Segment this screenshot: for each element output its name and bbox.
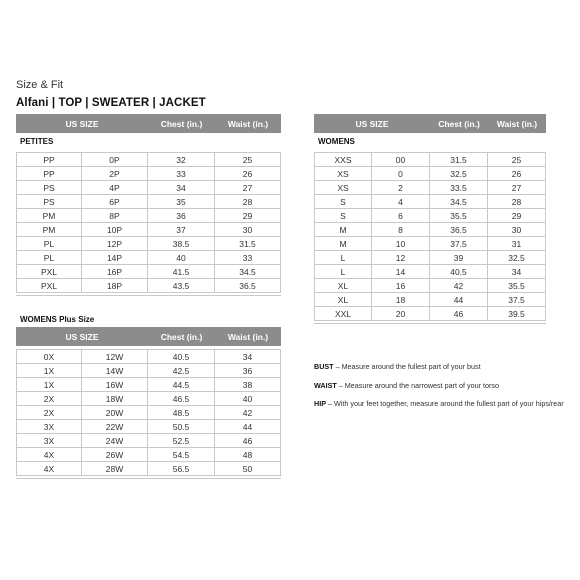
waist-header: Waist (in.) bbox=[227, 118, 269, 129]
numeric-size-cell: 0P bbox=[82, 152, 148, 167]
size-code-cell: M bbox=[314, 237, 372, 251]
size-code-cell: 3X bbox=[16, 420, 82, 434]
chest-header: Chest (in.) bbox=[160, 118, 203, 129]
waist-cell: 30 bbox=[215, 223, 281, 237]
table-row bbox=[314, 237, 546, 251]
size-code-cell: 1X bbox=[16, 378, 82, 392]
numeric-size-cell: 18W bbox=[82, 392, 148, 406]
waist-cell: 31.5 bbox=[215, 237, 281, 251]
table-row bbox=[16, 434, 281, 448]
table-row bbox=[16, 167, 281, 181]
size-code-cell: PM bbox=[16, 223, 82, 237]
table-row bbox=[314, 181, 546, 195]
table-row bbox=[16, 462, 281, 476]
size-code-cell: M bbox=[314, 223, 372, 237]
numeric-size-cell: 24W bbox=[82, 434, 148, 448]
note-term: WAIST bbox=[314, 380, 337, 390]
table-row bbox=[16, 209, 281, 223]
waist-cell: 34.5 bbox=[215, 265, 281, 279]
size-code-cell: PP bbox=[16, 167, 82, 181]
us-size-header: US SIZE bbox=[65, 331, 99, 342]
numeric-size-cell: 10P bbox=[82, 223, 148, 237]
chest-cell: 32 bbox=[148, 152, 215, 167]
numeric-size-cell: 4 bbox=[372, 195, 430, 209]
table-row bbox=[314, 265, 546, 279]
size-code-cell: L bbox=[314, 265, 372, 279]
waist-cell: 34 bbox=[215, 349, 281, 364]
numeric-size-cell: 14W bbox=[82, 364, 148, 378]
numeric-size-cell: 16W bbox=[82, 378, 148, 392]
size-code-cell: PL bbox=[16, 237, 82, 251]
size-code-cell: PS bbox=[16, 181, 82, 195]
note-text: – Measure around the fullest part of your bust bbox=[333, 362, 481, 371]
waist-cell: 46 bbox=[215, 434, 281, 448]
numeric-size-cell: 2P bbox=[82, 167, 148, 181]
us-size-header: US SIZE bbox=[355, 118, 389, 129]
size-code-cell: XS bbox=[314, 181, 372, 195]
table-row bbox=[314, 293, 546, 307]
numeric-size-cell: 0 bbox=[372, 167, 430, 181]
waist-cell: 28 bbox=[215, 195, 281, 209]
size-code-cell: XXL bbox=[314, 307, 372, 321]
note-term: BUST bbox=[314, 362, 334, 371]
numeric-size-cell: 26W bbox=[82, 448, 148, 462]
chest-cell: 32.5 bbox=[430, 167, 488, 181]
section-label-row bbox=[314, 133, 546, 149]
waist-cell: 38 bbox=[215, 378, 281, 392]
chest-cell: 34.5 bbox=[430, 195, 488, 209]
numeric-size-cell: 12P bbox=[82, 237, 148, 251]
womens-size-table bbox=[314, 114, 546, 324]
us-size-header: US SIZE bbox=[65, 118, 99, 129]
numeric-size-cell: 14 bbox=[372, 265, 430, 279]
waist-cell: 40 bbox=[215, 392, 281, 406]
size-code-cell: 3X bbox=[16, 434, 82, 448]
waist-cell: 29 bbox=[488, 209, 546, 223]
table-row bbox=[16, 251, 281, 265]
chest-cell: 38.5 bbox=[148, 237, 215, 251]
table-row bbox=[16, 195, 281, 209]
note-text: – With your feet together, measure around the fullest part of your hips/rear bbox=[325, 399, 564, 408]
note-line bbox=[314, 362, 564, 371]
page-title: Size & Fit bbox=[16, 79, 64, 91]
size-code-cell: 2X bbox=[16, 392, 82, 406]
chest-cell: 52.5 bbox=[148, 434, 215, 448]
table-row bbox=[16, 406, 281, 420]
note-text: – Measure around the narrowest part of your torso bbox=[336, 380, 499, 390]
waist-cell: 42 bbox=[215, 406, 281, 420]
chest-cell: 42.5 bbox=[148, 364, 215, 378]
chest-cell: 35 bbox=[148, 195, 215, 209]
numeric-size-cell: 2 bbox=[372, 181, 430, 195]
table-row bbox=[314, 152, 546, 167]
size-code-cell: S bbox=[314, 209, 372, 223]
waist-cell: 25 bbox=[215, 152, 281, 167]
chest-cell: 39 bbox=[430, 251, 488, 265]
chest-cell: 43.5 bbox=[148, 279, 215, 293]
header-row bbox=[16, 327, 281, 346]
chest-cell: 44 bbox=[430, 293, 488, 307]
chest-cell: 40.5 bbox=[430, 265, 488, 279]
numeric-size-cell: 16 bbox=[372, 279, 430, 293]
chest-cell: 35.5 bbox=[430, 209, 488, 223]
size-code-cell: PS bbox=[16, 195, 82, 209]
chest-cell: 40.5 bbox=[148, 349, 215, 364]
size-code-cell: PXL bbox=[16, 265, 82, 279]
chest-cell: 36 bbox=[148, 209, 215, 223]
table-row bbox=[314, 209, 546, 223]
table-row bbox=[16, 378, 281, 392]
table-row bbox=[16, 181, 281, 195]
size-code-cell: S bbox=[314, 195, 372, 209]
numeric-size-cell: 12 bbox=[372, 251, 430, 265]
waist-cell: 25 bbox=[488, 152, 546, 167]
waist-cell: 30 bbox=[488, 223, 546, 237]
numeric-size-cell: 16P bbox=[82, 265, 148, 279]
chest-cell: 46.5 bbox=[148, 392, 215, 406]
table-row bbox=[314, 195, 546, 209]
table-row bbox=[16, 448, 281, 462]
chest-cell: 54.5 bbox=[148, 448, 215, 462]
table-row bbox=[314, 307, 546, 321]
numeric-size-cell: 20 bbox=[372, 307, 430, 321]
size-code-cell: XXS bbox=[314, 152, 372, 167]
size-code-cell: 4X bbox=[16, 448, 82, 462]
waist-cell: 33 bbox=[215, 251, 281, 265]
chest-cell: 41.5 bbox=[148, 265, 215, 279]
numeric-size-cell: 8P bbox=[82, 209, 148, 223]
numeric-size-cell: 10 bbox=[372, 237, 430, 251]
waist-cell: 26 bbox=[215, 167, 281, 181]
plus-size-table bbox=[16, 311, 281, 479]
numeric-size-cell: 12W bbox=[82, 349, 148, 364]
table-row bbox=[16, 223, 281, 237]
chest-cell: 50.5 bbox=[148, 420, 215, 434]
section-label: WOMENS Plus Size bbox=[20, 314, 95, 324]
chest-cell: 37 bbox=[148, 223, 215, 237]
waist-cell: 34 bbox=[488, 265, 546, 279]
size-code-cell: PXL bbox=[16, 279, 82, 293]
product-line-title: Alfani | TOP | SWEATER | JACKET bbox=[16, 97, 206, 109]
numeric-size-cell: 28W bbox=[82, 462, 148, 476]
size-code-cell: PM bbox=[16, 209, 82, 223]
size-code-cell: PL bbox=[16, 251, 82, 265]
numeric-size-cell: 20W bbox=[82, 406, 148, 420]
waist-header: Waist (in.) bbox=[496, 118, 538, 129]
chest-cell: 46 bbox=[430, 307, 488, 321]
chest-cell: 36.5 bbox=[430, 223, 488, 237]
size-code-cell: XL bbox=[314, 293, 372, 307]
table-row bbox=[314, 251, 546, 265]
petites-size-table bbox=[16, 114, 281, 296]
measurement-notes bbox=[314, 362, 564, 418]
chest-cell: 33 bbox=[148, 167, 215, 181]
numeric-size-cell: 00 bbox=[372, 152, 430, 167]
chest-cell: 56.5 bbox=[148, 462, 215, 476]
numeric-size-cell: 18 bbox=[372, 293, 430, 307]
table-row bbox=[314, 279, 546, 293]
numeric-size-cell: 14P bbox=[82, 251, 148, 265]
header-row bbox=[314, 114, 546, 133]
header-row bbox=[16, 114, 281, 133]
numeric-size-cell: 6P bbox=[82, 195, 148, 209]
waist-cell: 50 bbox=[215, 462, 281, 476]
chest-cell: 33.5 bbox=[430, 181, 488, 195]
chest-cell: 44.5 bbox=[148, 378, 215, 392]
chest-header: Chest (in.) bbox=[438, 118, 480, 129]
waist-cell: 35.5 bbox=[488, 279, 546, 293]
table-row bbox=[314, 167, 546, 181]
chest-cell: 31.5 bbox=[430, 152, 488, 167]
section-label: PETITES bbox=[20, 136, 54, 146]
note-line bbox=[314, 381, 564, 390]
note-line bbox=[314, 399, 564, 408]
chest-cell: 48.5 bbox=[148, 406, 215, 420]
table-row bbox=[16, 364, 281, 378]
numeric-size-cell: 4P bbox=[82, 181, 148, 195]
waist-cell: 37.5 bbox=[488, 293, 546, 307]
waist-cell: 27 bbox=[215, 181, 281, 195]
section-label: WOMENS bbox=[318, 136, 355, 146]
waist-cell: 36.5 bbox=[215, 279, 281, 293]
waist-cell: 39.5 bbox=[488, 307, 546, 321]
table-row bbox=[16, 279, 281, 293]
waist-cell: 27 bbox=[488, 181, 546, 195]
numeric-size-cell: 8 bbox=[372, 223, 430, 237]
chest-header: Chest (in.) bbox=[160, 331, 203, 342]
section-label-row bbox=[16, 133, 281, 149]
waist-header: Waist (in.) bbox=[227, 331, 269, 342]
table-row bbox=[16, 392, 281, 406]
table-row bbox=[16, 265, 281, 279]
chest-cell: 40 bbox=[148, 251, 215, 265]
note-term: HIP bbox=[314, 399, 326, 408]
waist-cell: 32.5 bbox=[488, 251, 546, 265]
chest-cell: 37.5 bbox=[430, 237, 488, 251]
waist-cell: 48 bbox=[215, 448, 281, 462]
size-code-cell: 0X bbox=[16, 349, 82, 364]
size-code-cell: L bbox=[314, 251, 372, 265]
size-code-cell: 4X bbox=[16, 462, 82, 476]
table-row bbox=[16, 152, 281, 167]
waist-cell: 36 bbox=[215, 364, 281, 378]
waist-cell: 31 bbox=[488, 237, 546, 251]
numeric-size-cell: 18P bbox=[82, 279, 148, 293]
table-row bbox=[16, 420, 281, 434]
waist-cell: 44 bbox=[215, 420, 281, 434]
size-code-cell: XS bbox=[314, 167, 372, 181]
size-code-cell: 2X bbox=[16, 406, 82, 420]
waist-cell: 28 bbox=[488, 195, 546, 209]
waist-cell: 26 bbox=[488, 167, 546, 181]
table-row bbox=[16, 349, 281, 364]
size-code-cell: 1X bbox=[16, 364, 82, 378]
numeric-size-cell: 6 bbox=[372, 209, 430, 223]
section-label-row bbox=[16, 311, 281, 327]
numeric-size-cell: 22W bbox=[82, 420, 148, 434]
waist-cell: 29 bbox=[215, 209, 281, 223]
table-row bbox=[16, 237, 281, 251]
size-code-cell: XL bbox=[314, 279, 372, 293]
chest-cell: 42 bbox=[430, 279, 488, 293]
chest-cell: 34 bbox=[148, 181, 215, 195]
table-row bbox=[314, 223, 546, 237]
size-code-cell: PP bbox=[16, 152, 82, 167]
